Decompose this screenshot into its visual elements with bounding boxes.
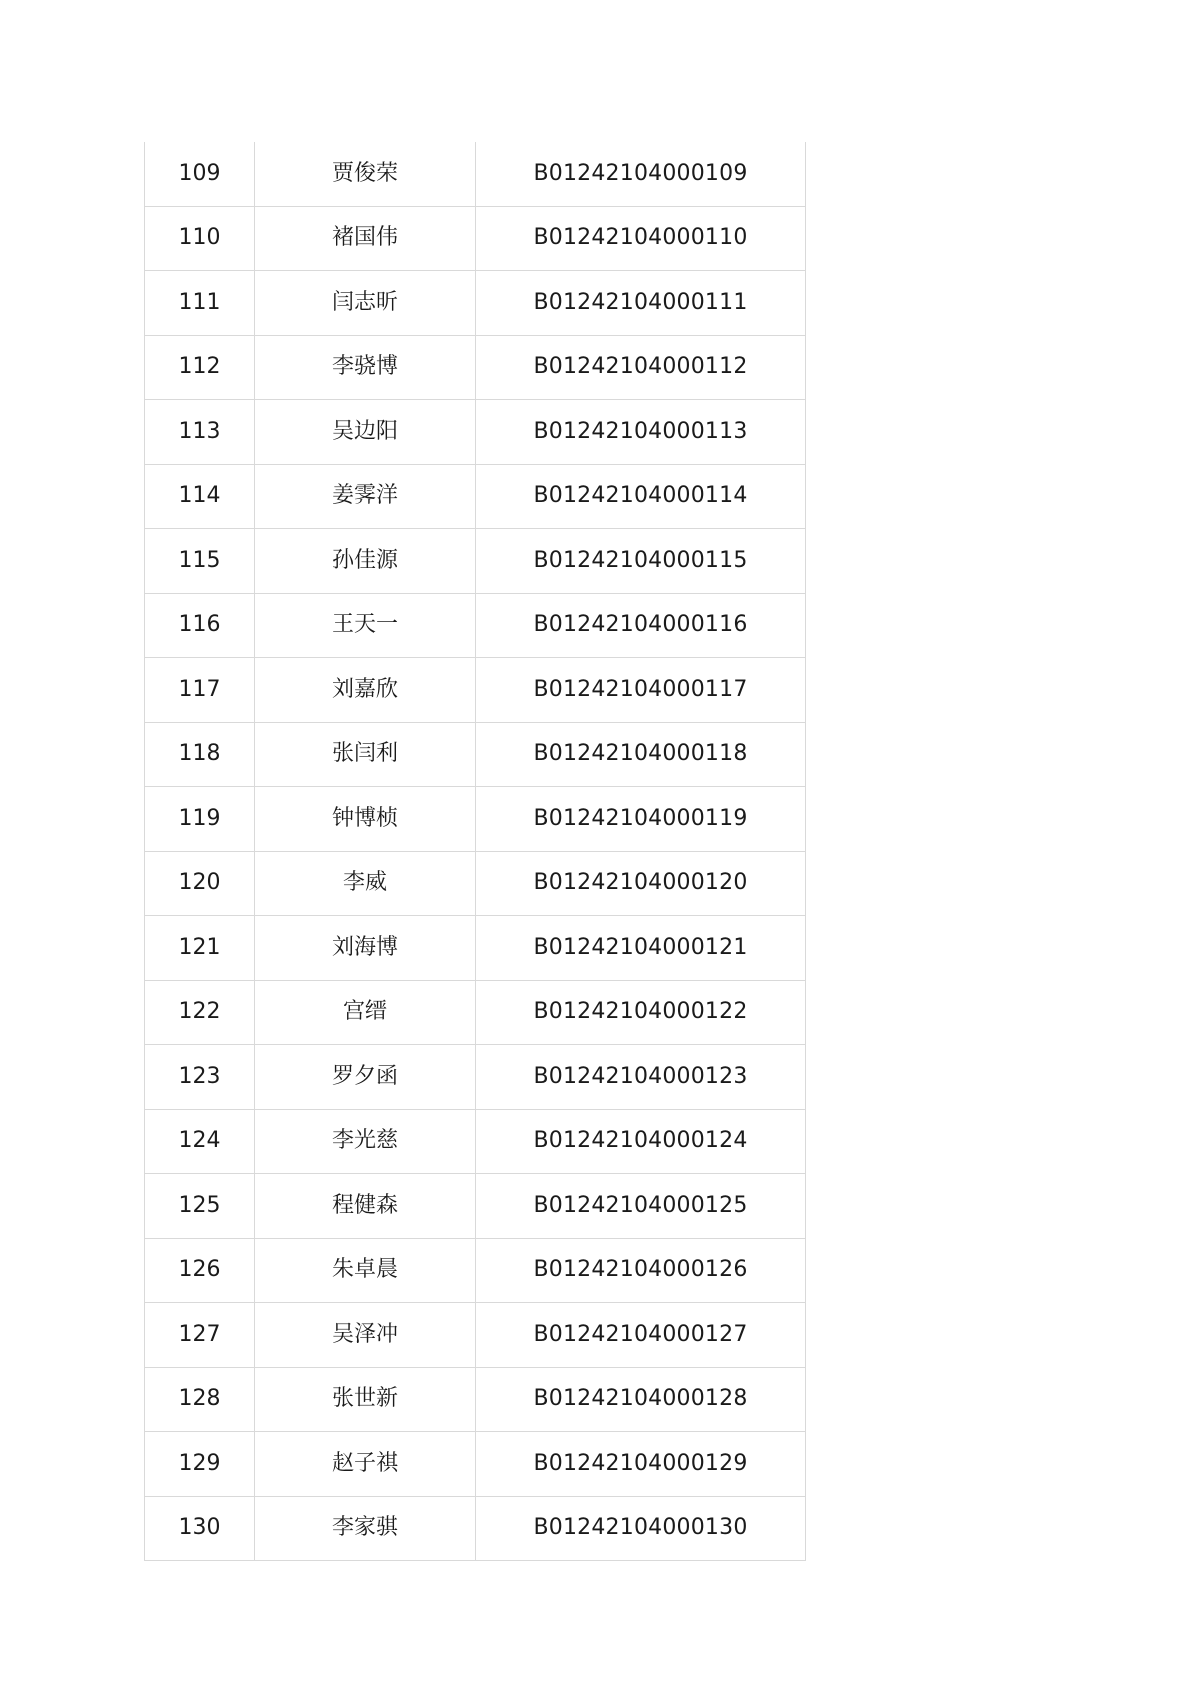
row-number-cell: 123: [145, 1045, 255, 1110]
table-row: [145, 529, 806, 594]
name-cell: 赵子祺: [255, 1432, 476, 1497]
table-row: [145, 464, 806, 529]
table-row: [145, 1496, 806, 1561]
name-cell: 吴边阳: [255, 400, 476, 465]
row-number-cell: 118: [145, 722, 255, 787]
row-number-cell: 112: [145, 335, 255, 400]
row-number-cell: 113: [145, 400, 255, 465]
id-cell: B01242104000121: [476, 916, 806, 981]
table-row: [145, 1432, 806, 1497]
row-number-cell: 128: [145, 1367, 255, 1432]
row-number-cell: 117: [145, 658, 255, 723]
name-cell: 钟博桢: [255, 787, 476, 852]
table-row: [145, 787, 806, 852]
row-number-cell: 120: [145, 851, 255, 916]
id-cell: B01242104000119: [476, 787, 806, 852]
name-cell: 张闫利: [255, 722, 476, 787]
table-row: [145, 1367, 806, 1432]
row-number-cell: 125: [145, 1174, 255, 1239]
table-row: [145, 1174, 806, 1239]
table-row: [145, 1045, 806, 1110]
roster-table: [144, 142, 806, 1561]
id-cell: B01242104000128: [476, 1367, 806, 1432]
table-row: [145, 658, 806, 723]
id-cell: B01242104000117: [476, 658, 806, 723]
table-row: [145, 271, 806, 336]
name-cell: 罗夕函: [255, 1045, 476, 1110]
table-row: [145, 1303, 806, 1368]
table-row: [145, 916, 806, 981]
table-row: [145, 722, 806, 787]
id-cell: B01242104000116: [476, 593, 806, 658]
id-cell: B01242104000114: [476, 464, 806, 529]
id-cell: B01242104000115: [476, 529, 806, 594]
id-cell: B01242104000126: [476, 1238, 806, 1303]
row-number-cell: 115: [145, 529, 255, 594]
name-cell: 贾俊荣: [255, 142, 476, 206]
table-row: [145, 335, 806, 400]
id-cell: B01242104000120: [476, 851, 806, 916]
row-number-cell: 109: [145, 142, 255, 206]
id-cell: B01242104000109: [476, 142, 806, 206]
id-cell: B01242104000113: [476, 400, 806, 465]
table-row: [145, 400, 806, 465]
name-cell: 姜霁洋: [255, 464, 476, 529]
table-row: [145, 1238, 806, 1303]
row-number-cell: 111: [145, 271, 255, 336]
name-cell: 程健森: [255, 1174, 476, 1239]
row-number-cell: 114: [145, 464, 255, 529]
name-cell: 李光慈: [255, 1109, 476, 1174]
row-number-cell: 116: [145, 593, 255, 658]
id-cell: B01242104000130: [476, 1496, 806, 1561]
name-cell: 王天一: [255, 593, 476, 658]
name-cell: 李骁博: [255, 335, 476, 400]
row-number-cell: 119: [145, 787, 255, 852]
name-cell: 刘嘉欣: [255, 658, 476, 723]
row-number-cell: 126: [145, 1238, 255, 1303]
row-number-cell: 129: [145, 1432, 255, 1497]
row-number-cell: 122: [145, 980, 255, 1045]
name-cell: 朱卓晨: [255, 1238, 476, 1303]
table-row: [145, 593, 806, 658]
name-cell: 李家骐: [255, 1496, 476, 1561]
id-cell: B01242104000127: [476, 1303, 806, 1368]
table-row: [145, 1109, 806, 1174]
table-row: [145, 142, 806, 206]
row-number-cell: 127: [145, 1303, 255, 1368]
id-cell: B01242104000122: [476, 980, 806, 1045]
id-cell: B01242104000110: [476, 206, 806, 271]
id-cell: B01242104000129: [476, 1432, 806, 1497]
table-row: [145, 851, 806, 916]
table-row: [145, 980, 806, 1045]
id-cell: B01242104000112: [476, 335, 806, 400]
row-number-cell: 124: [145, 1109, 255, 1174]
id-cell: B01242104000118: [476, 722, 806, 787]
name-cell: 孙佳源: [255, 529, 476, 594]
id-cell: B01242104000111: [476, 271, 806, 336]
name-cell: 闫志昕: [255, 271, 476, 336]
id-cell: B01242104000124: [476, 1109, 806, 1174]
roster-table-body: [145, 142, 806, 1561]
name-cell: 张世新: [255, 1367, 476, 1432]
id-cell: B01242104000125: [476, 1174, 806, 1239]
name-cell: 吴泽冲: [255, 1303, 476, 1368]
name-cell: 褚国伟: [255, 206, 476, 271]
name-cell: 李威: [255, 851, 476, 916]
name-cell: 宫缙: [255, 980, 476, 1045]
table-row: [145, 206, 806, 271]
row-number-cell: 130: [145, 1496, 255, 1561]
name-cell: 刘海博: [255, 916, 476, 981]
row-number-cell: 121: [145, 916, 255, 981]
id-cell: B01242104000123: [476, 1045, 806, 1110]
row-number-cell: 110: [145, 206, 255, 271]
